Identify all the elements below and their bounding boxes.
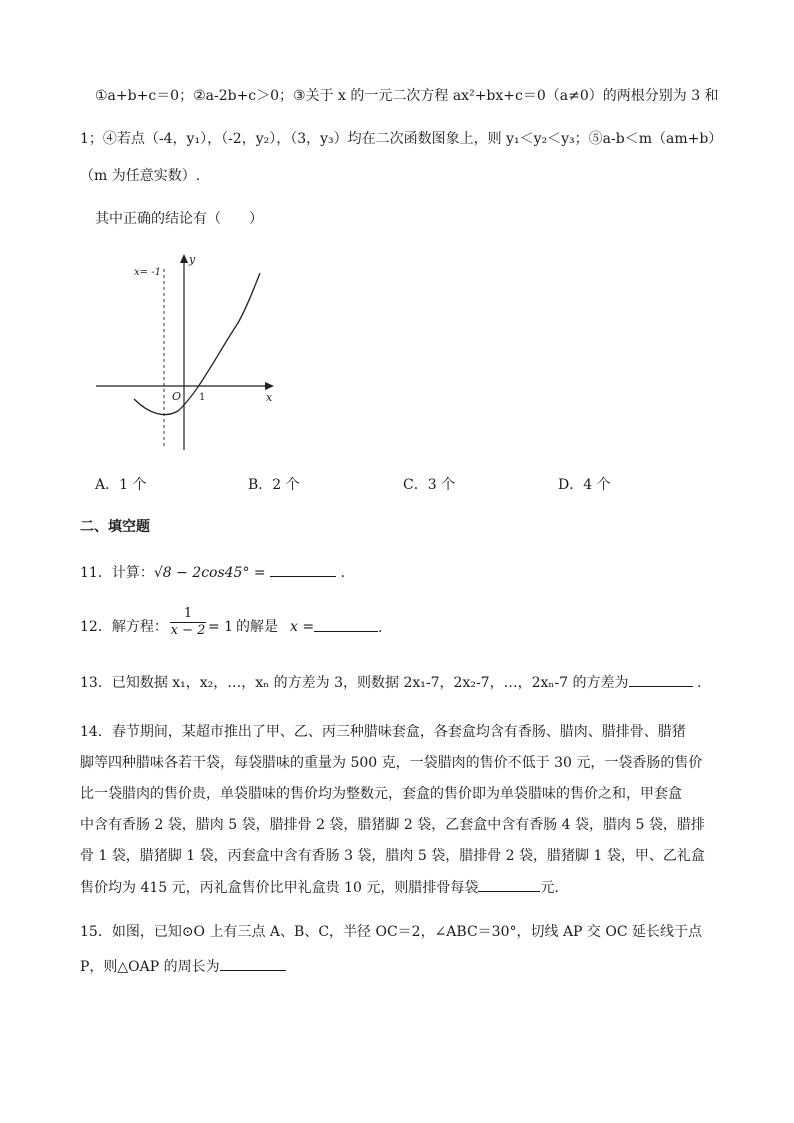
q12-denominator: x − 2 bbox=[170, 623, 206, 638]
one-label: 1 bbox=[199, 392, 206, 403]
option-c: C．3 个 bbox=[403, 477, 456, 493]
q12-eq: = 1 bbox=[208, 619, 234, 635]
option-d: D．4 个 bbox=[558, 477, 611, 493]
q15-line-2-prefix: P，则△OAP 的周长为 bbox=[80, 959, 220, 975]
q11-suffix: . bbox=[340, 565, 346, 581]
q10-line-2: 1；④若点（-4，y₁），（-2，y₂），（3，y₃）均在二次函数图象上，则 y₁＜y₂＜y₃；⑤a-b＜m（am+b） bbox=[80, 131, 723, 147]
q15-answer-blank[interactable] bbox=[220, 956, 286, 971]
x-axis-label: x bbox=[266, 391, 273, 404]
q12-fraction bbox=[170, 606, 206, 639]
q11-prefix: 11．计算： bbox=[80, 565, 154, 581]
q12-var: x = bbox=[290, 619, 315, 635]
q14-answer-blank[interactable] bbox=[478, 877, 540, 892]
q11-answer-blank[interactable] bbox=[270, 562, 336, 577]
q12-suffix: . bbox=[378, 620, 383, 636]
parabola-graph bbox=[88, 243, 288, 463]
q12-answer-blank[interactable] bbox=[314, 617, 378, 632]
q14-line-4: 中含有香肠 2 袋，腊肉 5 袋，腊排骨 2 袋，腊猪脚 2 袋，乙套盒中含有香肠 4 袋，腊肉 5 袋，腊排 bbox=[80, 817, 705, 833]
q13 bbox=[80, 672, 701, 693]
q12-numerator: 1 bbox=[183, 606, 193, 621]
q10-line-1: ①a+b+c＝0；②a-2b+c＞0；③关于 x 的一元二次方程 ax²+bx+c＝0（a≠0）的两根分别为 3 和 bbox=[95, 88, 719, 104]
q12-mid: 的解是 bbox=[236, 619, 278, 635]
symmetry-axis-label: x= -1 bbox=[134, 267, 161, 278]
q13-text: 13．已知数据 x₁，x₂，…，xₙ 的方差为 3，则数据 2x₁-7，2x₂-7，…，2xₙ-7 的方差为 bbox=[80, 675, 629, 691]
q12-answer bbox=[314, 617, 382, 638]
origin-label: O bbox=[172, 390, 182, 403]
section-title: 二、填空题 bbox=[80, 519, 150, 535]
q11-expr: √8 − 2cos45° = bbox=[153, 565, 266, 581]
y-axis-label: y bbox=[189, 253, 196, 266]
y-axis-arrow bbox=[180, 254, 188, 263]
parabola-curve bbox=[134, 273, 260, 415]
q15-line-1: 15．如图，已知⊙O 上有三点 A、B、C，半径 OC＝2，∠ABC＝30°，切线 AP 交 OC 延长线于点 bbox=[80, 924, 703, 940]
x-axis-arrow bbox=[265, 382, 274, 390]
q14-line-5: 骨 1 袋，腊猪脚 1 袋，丙套盒中含有香肠 3 袋，腊肉 5 袋，腊排骨 2 袋，腊猪脚 1 袋，甲、乙礼盒 bbox=[80, 848, 705, 864]
q11 bbox=[80, 562, 345, 583]
q14-last-prefix: 售价均为 415 元，丙礼盒售价比甲礼盒贵 10 元，则腊排骨每袋 bbox=[80, 880, 479, 896]
q14-line-6 bbox=[80, 877, 559, 898]
q14-line-3: 比一袋腊肉的售价贵，单袋腊味的售价均为整数元，套盒的售价即为单袋腊味的售价之和，甲套盒 bbox=[80, 786, 682, 802]
option-b: B．2 个 bbox=[248, 477, 300, 493]
q10-line-3: （m 为任意实数）. bbox=[80, 168, 201, 184]
q14-line-2: 脚等四种腊味各若干袋，每袋腊味的重量为 500 克，一袋腊肉的售价不低于 30 元，一袋香肠的售价 bbox=[80, 755, 703, 771]
q14-line-1: 14．春节期间，某超市推出了甲、乙、丙三种腊味套盒，各套盒均含有香肠、腊肉、腊排骨、腊猪 bbox=[80, 724, 686, 740]
q13-answer-blank[interactable] bbox=[629, 672, 693, 687]
q12-prefix: 12．解方程： bbox=[80, 619, 168, 635]
q15-line-2 bbox=[80, 956, 286, 977]
q10-prompt: 其中正确的结论有（ ） bbox=[95, 211, 263, 227]
q13-suffix: . bbox=[697, 675, 702, 691]
option-a: A．1 个 bbox=[95, 477, 147, 493]
q14-last-suffix: 元. bbox=[540, 880, 559, 896]
